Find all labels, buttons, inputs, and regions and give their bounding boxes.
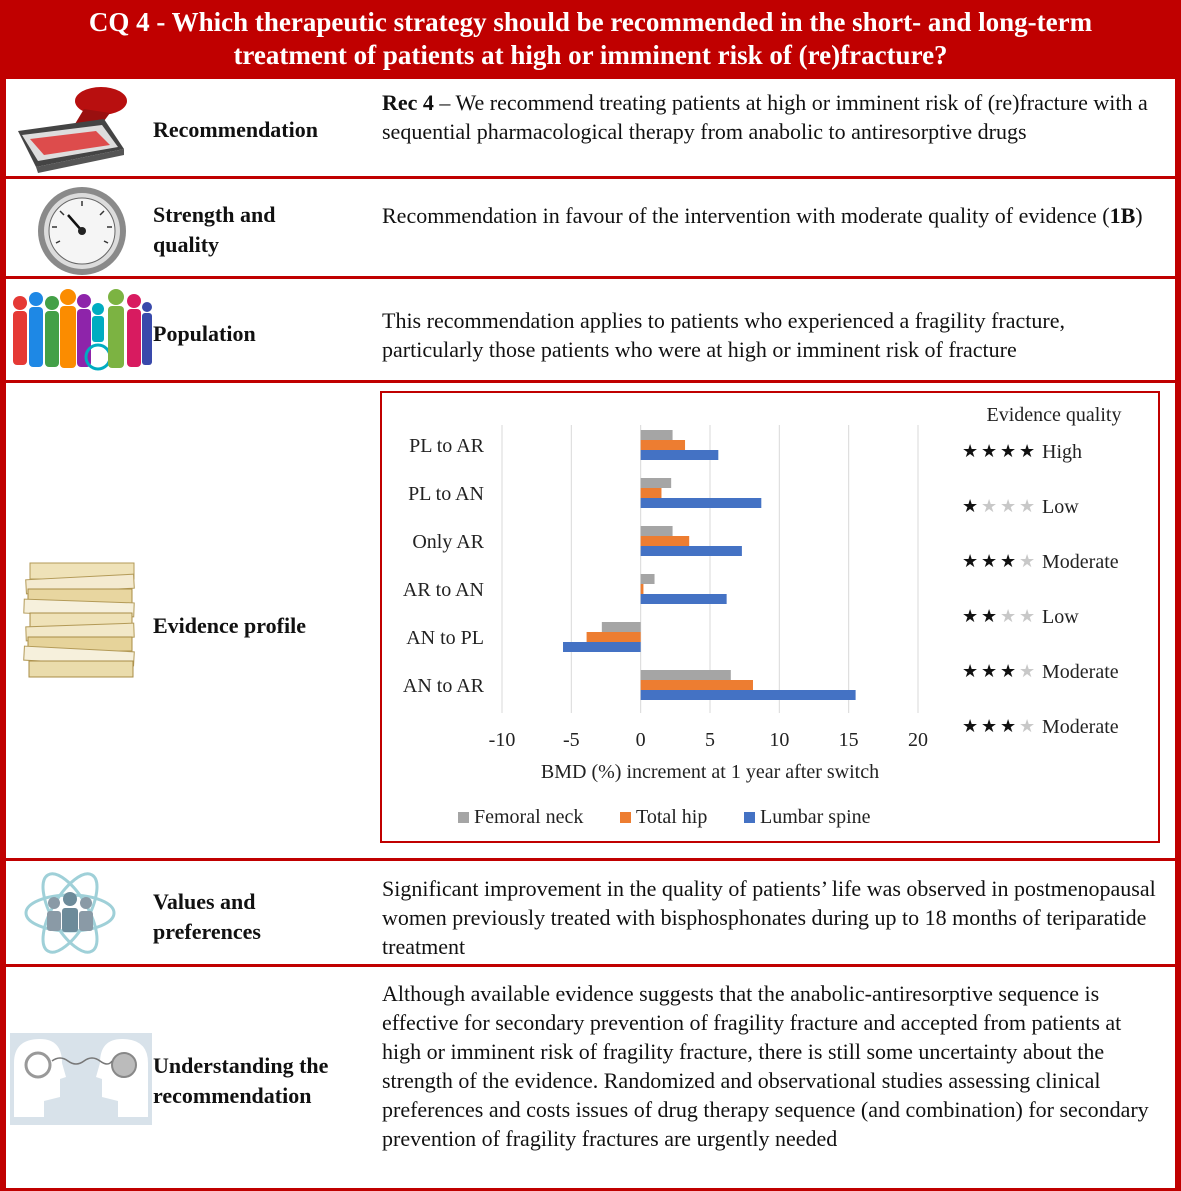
star-empty-icon: ★ [981, 496, 998, 516]
star-filled-icon: ★ [962, 441, 979, 461]
category-label: PL to AR [409, 435, 484, 457]
bar-femoral-neck [641, 478, 672, 488]
grade-badge: 1B [1109, 203, 1136, 228]
bar-femoral-neck [641, 430, 673, 440]
chart-legend [458, 806, 871, 828]
pressure-gauge-icon [6, 179, 152, 279]
category-label: AR to AN [402, 579, 484, 601]
two-heads-icon [6, 967, 152, 1188]
rec-id: Rec 4 [382, 90, 434, 115]
x-tick-labels [489, 729, 928, 751]
bar-lumbar-spine [641, 690, 856, 700]
star-empty-icon: ★ [1019, 606, 1036, 626]
quality-label: Low [1042, 496, 1079, 518]
star-empty-icon: ★ [1019, 496, 1036, 516]
rec-body: – We recommend treating patients at high or imminent risk of (re)fracture with a sequential pharmacological therapy from anabolic to antiresorptive drugs [382, 90, 1148, 144]
x-axis-label: BMD (%) increment at 1 year after switch [540, 761, 880, 783]
category-labels [403, 435, 485, 697]
quality-label: Moderate [1042, 716, 1119, 738]
population-text: This recommendation applies to patients who experienced a fragility fracture, particularly those patients who were at high or imminent risk of fracture [382, 308, 1065, 362]
values-text: Significant improvement in the quality of patients’ life was observed in postmenopausal women previously treated with bisphosphonates during up to 18 months of teriparatide treatment [382, 876, 1156, 959]
understanding-label-line-2: recommendation [153, 1083, 312, 1108]
bar-lumbar-spine [641, 546, 742, 556]
category-label: Only AR [412, 531, 484, 553]
understanding-label [153, 1051, 328, 1111]
star-empty-icon: ★ [1000, 606, 1017, 626]
bar-lumbar-spine [641, 498, 762, 508]
title-line-2: treatment of patients at high or imminent risk of (re)fracture? [233, 40, 948, 70]
bar-femoral-neck [641, 670, 731, 680]
bar-total-hip [641, 584, 644, 594]
star-filled-icon: ★ [1019, 441, 1036, 461]
star-filled-icon: ★ [962, 551, 979, 571]
strength-end: ) [1135, 203, 1143, 228]
star-empty-icon: ★ [1019, 551, 1036, 571]
recommendation-text [382, 88, 1157, 146]
chart-bars [563, 430, 856, 700]
bar-femoral-neck [641, 526, 673, 536]
bar-total-hip [641, 680, 753, 690]
legend-swatch [744, 812, 755, 823]
star-filled-icon: ★ [981, 716, 998, 736]
strength-body: Recommendation in favour of the intervention with moderate quality of evidence ( [382, 203, 1110, 228]
star-filled-icon: ★ [1000, 551, 1017, 571]
quality-label: High [1042, 441, 1082, 463]
legend-swatch [458, 812, 469, 823]
values-label-line-2: preferences [153, 919, 261, 944]
star-filled-icon: ★ [1000, 716, 1017, 736]
bar-total-hip [641, 536, 690, 546]
bmd-bar-chart [382, 393, 1158, 841]
star-filled-icon: ★ [981, 441, 998, 461]
population-label: Population [153, 321, 256, 346]
evidence-quality-title: Evidence quality [986, 404, 1122, 426]
strength-row [6, 176, 1175, 279]
bar-total-hip [641, 488, 662, 498]
x-tick-label: 5 [705, 729, 715, 751]
x-tick-label: 0 [635, 729, 646, 751]
evidence-label: Evidence profile [153, 613, 306, 638]
legend-label: Total hip [636, 806, 708, 828]
x-tick-label: 15 [838, 729, 859, 751]
values-row [6, 858, 1175, 967]
star-filled-icon: ★ [1000, 661, 1017, 681]
recommendation-label: Recommendation [153, 117, 318, 142]
x-tick-label: 10 [769, 729, 790, 751]
strength-label-line-1: Strength and [153, 202, 276, 227]
people-silhouettes-icon [6, 279, 152, 383]
evidence-quality-list [962, 441, 1119, 738]
star-empty-icon: ★ [1019, 661, 1036, 681]
star-empty-icon: ★ [1019, 716, 1036, 736]
evidence-chart-panel [380, 391, 1160, 843]
document-stack-icon [6, 383, 152, 861]
values-label [153, 887, 261, 947]
legend-label: Femoral neck [474, 806, 584, 828]
star-filled-icon: ★ [962, 606, 979, 626]
recommendation-row [6, 76, 1175, 179]
category-label: AN to AR [402, 675, 484, 697]
understanding-row [6, 964, 1175, 1188]
x-tick-label: 20 [908, 729, 928, 751]
star-filled-icon: ★ [962, 716, 979, 736]
values-label-line-1: Values and [153, 889, 256, 914]
quality-label: Moderate [1042, 551, 1119, 573]
star-filled-icon: ★ [962, 496, 979, 516]
x-tick-label: -10 [488, 729, 516, 751]
understanding-text: Although available evidence suggests that the anabolic-antiresorptive sequence is effective for secondary prevention of fragility fracture and accepted from patients at high or imminent risk of fragility fracture, there is still some uncertainty about the strength of the evidence. Randomized and observational studies assessing clinical preferences and costs issues of drug therapy sequence (and combination) for secondary prevention of fragility fractures are urgently needed [382, 981, 1149, 1151]
star-filled-icon: ★ [981, 606, 998, 626]
star-filled-icon: ★ [962, 661, 979, 681]
bar-lumbar-spine [641, 450, 719, 460]
quality-label: Moderate [1042, 661, 1119, 683]
star-empty-icon: ★ [1000, 496, 1017, 516]
bar-lumbar-spine [641, 594, 727, 604]
bar-total-hip [641, 440, 685, 450]
rubber-stamp-icon [6, 79, 152, 179]
bar-femoral-neck [641, 574, 655, 584]
strength-label [153, 200, 275, 260]
star-filled-icon: ★ [981, 661, 998, 681]
legend-swatch [620, 812, 631, 823]
legend-label: Lumbar spine [760, 806, 871, 828]
title-line-1: CQ 4 - Which therapeutic strategy should be recommended in the short- and long-term [88, 7, 1093, 37]
bar-total-hip [587, 632, 641, 642]
category-label: PL to AN [408, 483, 484, 505]
strength-text [382, 201, 1157, 230]
quality-label: Low [1042, 606, 1079, 628]
x-tick-label: -5 [562, 729, 580, 751]
star-filled-icon: ★ [1000, 441, 1017, 461]
star-filled-icon: ★ [981, 551, 998, 571]
category-label: AN to PL [406, 627, 484, 649]
population-row [6, 276, 1175, 383]
understanding-label-line-1: Understanding the [153, 1053, 329, 1078]
chart-grid [502, 425, 918, 713]
page-title [0, 0, 1181, 76]
strength-label-line-2: quality [153, 232, 220, 257]
atom-people-icon [6, 861, 152, 967]
bar-lumbar-spine [563, 642, 641, 652]
evidence-row [6, 380, 1175, 861]
bar-femoral-neck [602, 622, 641, 632]
